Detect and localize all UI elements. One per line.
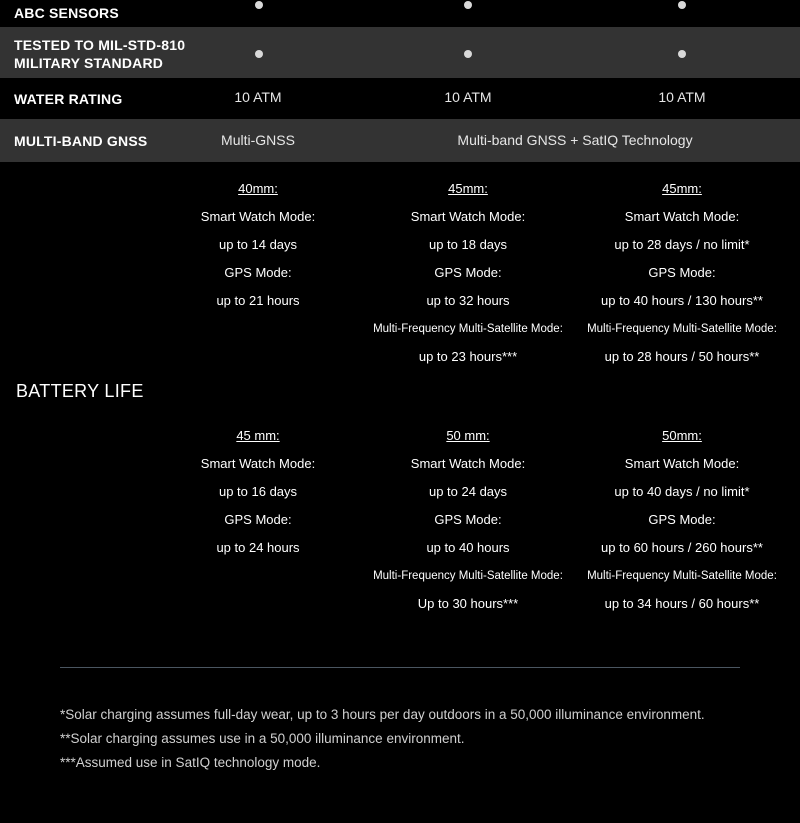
battery-group2-col2: [368, 422, 568, 618]
feature-dot-col3: [678, 1, 686, 9]
mode-value: up to 24 hours: [216, 540, 300, 555]
row-label-multi-band-gnss: MULTI-BAND GNSS: [14, 133, 148, 149]
mode-label: Smart Watch Mode:: [624, 456, 740, 471]
battery-group1-col1: [168, 175, 348, 315]
mode-label: Multi-Frequency Multi-Satellite Mode:: [373, 570, 563, 582]
mode-value: up to 34 hours / 60 hours**: [604, 596, 760, 611]
mode-value: up to 40 days / no limit*: [614, 484, 750, 499]
mode-label: Smart Watch Mode:: [200, 209, 316, 224]
feature-dot-col3: [678, 50, 686, 58]
mode-label: Multi-Frequency Multi-Satellite Mode:: [373, 323, 563, 335]
footnote-2: **Solar charging assumes use in a 50,000 illuminance environment.: [60, 731, 465, 746]
mode-value: up to 60 hours / 260 hours**: [601, 540, 763, 555]
feature-dot-col2: [464, 50, 472, 58]
row-label-mil-std: [14, 36, 185, 72]
mode-label: Multi-Frequency Multi-Satellite Mode:: [587, 323, 777, 335]
mode-label: GPS Mode:: [648, 265, 716, 280]
mode-label: GPS Mode:: [434, 512, 502, 527]
water-rating-col2: 10 ATM: [444, 89, 492, 105]
mode-value: up to 40 hours: [426, 540, 510, 555]
feature-dot-col1: [255, 50, 263, 58]
row-multi-band-gnss: [0, 119, 800, 162]
water-rating-col1: 10 ATM: [234, 89, 282, 105]
mode-label: GPS Mode:: [648, 512, 716, 527]
row-label-battery-life: BATTERY LIFE: [16, 381, 144, 401]
mode-label: GPS Mode:: [224, 265, 292, 280]
row-label-water-rating: WATER RATING: [14, 91, 123, 107]
mode-value: up to 21 hours: [216, 293, 300, 308]
mode-value: up to 28 days / no limit*: [614, 237, 750, 252]
mode-label: GPS Mode:: [224, 512, 292, 527]
mode-label: Smart Watch Mode:: [200, 456, 316, 471]
mode-value: up to 16 days: [218, 484, 298, 499]
water-rating-col3: 10 ATM: [658, 89, 706, 105]
row-mil-std: [0, 27, 800, 78]
gnss-col1: Multi-GNSS: [221, 132, 295, 148]
battery-group1-col2: [368, 175, 568, 371]
mode-label: Smart Watch Mode:: [624, 209, 740, 224]
row-abc-sensors: [0, 0, 800, 26]
mode-value: up to 24 days: [428, 484, 508, 499]
size-heading: 50 mm:: [446, 428, 490, 443]
size-heading: 50mm:: [662, 428, 702, 443]
footnote-3: ***Assumed use in SatIQ technology mode.: [60, 755, 321, 770]
size-heading: 40mm:: [238, 181, 278, 196]
size-heading: 45 mm:: [236, 428, 280, 443]
feature-dot-col2: [464, 1, 472, 9]
feature-dot-col1: [255, 1, 263, 9]
mode-value: Up to 30 hours***: [417, 596, 519, 611]
battery-group2-col3: [582, 422, 782, 618]
row-water-rating: [0, 78, 800, 119]
battery-group2-col1: [168, 422, 348, 562]
mode-label: GPS Mode:: [434, 265, 502, 280]
mode-value: up to 14 days: [218, 237, 298, 252]
battery-group1-col3: [582, 175, 782, 371]
mode-value: up to 40 hours / 130 hours**: [601, 293, 763, 308]
row-label-mil-std-line2: MILITARY STANDARD: [14, 55, 164, 71]
size-heading: 45mm:: [662, 181, 702, 196]
mode-label: Smart Watch Mode:: [410, 209, 526, 224]
size-heading: 45mm:: [448, 181, 488, 196]
mode-value: up to 23 hours***: [418, 349, 518, 364]
gnss-col2-3: Multi-band GNSS + SatIQ Technology: [457, 132, 693, 148]
mode-label: Smart Watch Mode:: [410, 456, 526, 471]
footnotes: [60, 703, 705, 775]
footnote-1: *Solar charging assumes full-day wear, up to 3 hours per day outdoors in a 50,000 illuminance environment.: [60, 707, 705, 722]
mode-value: up to 18 days: [428, 237, 508, 252]
section-divider: [60, 667, 740, 668]
mode-label: Multi-Frequency Multi-Satellite Mode:: [587, 570, 777, 582]
row-label-abc-sensors: ABC SENSORS: [14, 5, 119, 21]
row-label-mil-std-line1: TESTED TO MIL-STD-810: [14, 37, 186, 53]
mode-value: up to 32 hours: [426, 293, 510, 308]
mode-value: up to 28 hours / 50 hours**: [604, 349, 760, 364]
